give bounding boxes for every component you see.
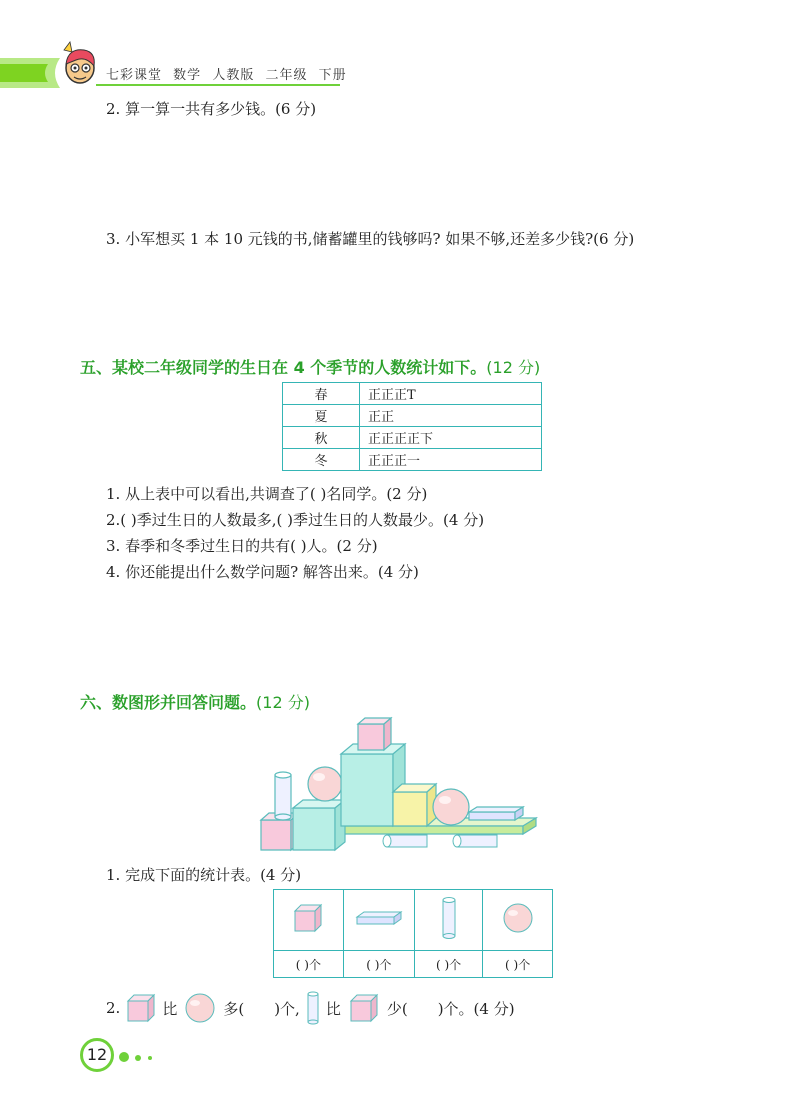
page-number: 12 (80, 1038, 114, 1072)
cylinder-lying-icon (453, 835, 497, 847)
section-6-title-text: 六、数图形并回答问题。 (80, 693, 257, 712)
count-blank-cell[interactable]: ( )个 (414, 951, 482, 978)
question-5-2: 2.( )季过生日的人数最多,( )季过生日的人数最少。(4 分) (106, 511, 485, 529)
season-cell: 夏 (283, 405, 360, 427)
header-title (106, 64, 353, 83)
section-6-points: (12 分) (256, 693, 310, 712)
season-cell: 冬 (283, 449, 360, 471)
cube-icon (358, 718, 391, 750)
sphere-icon (433, 789, 469, 825)
season-cell: 秋 (283, 427, 360, 449)
tally-row (283, 405, 542, 427)
count-blanks-row (274, 951, 553, 978)
section-5-points: (12 分) (486, 358, 541, 377)
q6-2-ge: )个, (274, 999, 300, 1018)
question-4-2: 2. 算一算一共有多少钱。(6 分) (106, 100, 317, 118)
count-blank-cell[interactable]: ( )个 (483, 951, 553, 978)
cube-icon (124, 991, 158, 1025)
question-5-1: 1. 从上表中可以看出,共调查了( )名同学。(2 分) (106, 485, 428, 503)
q6-2-duo: 多( (223, 999, 245, 1018)
header-edition: 人教版 (212, 68, 255, 83)
question-6-1: 1. 完成下面的统计表。(4 分) (106, 866, 302, 884)
sphere-icon (183, 991, 217, 1025)
section-6-title (80, 690, 310, 713)
cube-icon (347, 991, 381, 1025)
decor-dot (135, 1055, 141, 1061)
count-icon-cell (274, 890, 344, 951)
cuboid-icon (354, 908, 404, 928)
decor-dot (148, 1056, 152, 1060)
header-series: 七彩课堂 (106, 68, 163, 83)
q6-2-number: 2. (106, 999, 121, 1017)
tally-row (283, 449, 542, 471)
count-blank-cell[interactable]: ( )个 (343, 951, 414, 978)
q6-2-tail: )个。(4 分) (437, 999, 515, 1018)
header-grade: 二年级 (265, 68, 308, 83)
tally-cell: 正正正正下 (360, 427, 542, 449)
cylinder-lying-icon (383, 835, 427, 847)
tally-table (282, 382, 542, 471)
cube-icon (293, 800, 345, 850)
count-icon-cell (483, 890, 553, 951)
season-cell: 春 (283, 383, 360, 405)
cuboid-icon (469, 807, 523, 820)
count-icon-cell (343, 890, 414, 951)
question-6-2 (106, 988, 515, 1028)
q6-2-bi: 比 (325, 999, 341, 1018)
tally-cell: 正正 (360, 405, 542, 427)
question-4-3: 3. 小军想买 1 本 10 元钱的书,储蓄罐里的钱够吗? 如果不够,还差多少钱?(6 分) (106, 230, 635, 248)
tally-cell: 正正正T (360, 383, 542, 405)
question-5-4: 4. 你还能提出什么数学问题? 解答出来。(4 分) (106, 563, 419, 581)
tally-row (283, 427, 542, 449)
sphere-icon (501, 901, 535, 935)
count-blank-cell[interactable]: ( )个 (274, 951, 344, 978)
header-volume: 下册 (318, 68, 347, 83)
cube-icon (393, 784, 436, 826)
q6-2-shao: 少( (386, 999, 408, 1018)
count-table (273, 889, 553, 978)
count-icons-row (274, 890, 553, 951)
mascot-icon (56, 40, 104, 88)
decor-dot (119, 1052, 129, 1062)
cube-icon (291, 901, 325, 935)
section-5-title-text: 五、某校二年级同学的生日在 4 个季节的人数统计如下。 (80, 358, 487, 377)
header-subject: 数学 (173, 68, 202, 83)
section-5-title (80, 355, 540, 378)
cylinder-icon (440, 896, 458, 940)
cylinder-icon (304, 990, 322, 1026)
q6-2-bi: 比 (162, 999, 178, 1018)
tally-row (283, 383, 542, 405)
cylinder-standing-icon (275, 772, 291, 820)
sphere-icon (308, 767, 342, 801)
tally-cell: 正正正一 (360, 449, 542, 471)
count-icon-cell (414, 890, 482, 951)
shapes-illustration (255, 712, 545, 854)
question-5-3: 3. 春季和冬季过生日的共有( )人。(2 分) (106, 537, 378, 555)
